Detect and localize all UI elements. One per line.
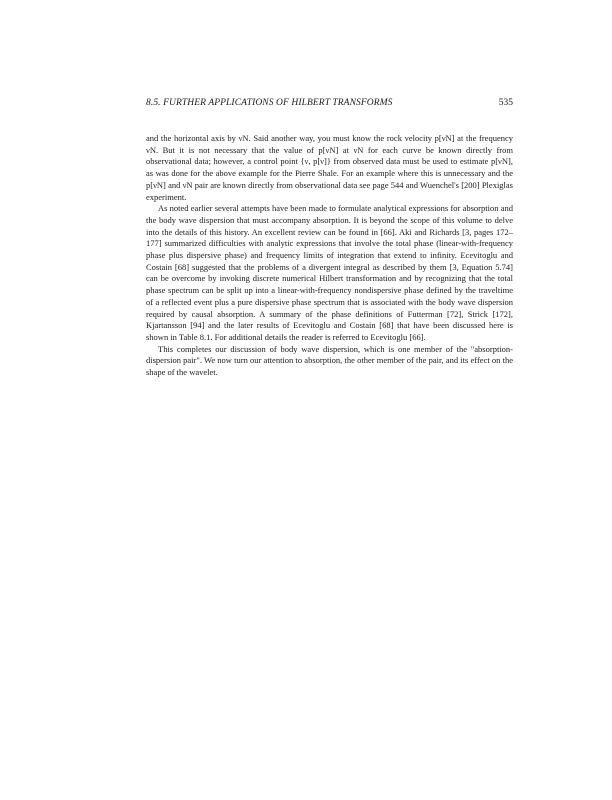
paragraph-3: This completes our discussion of body wave dispersion, which is one member of the "absorption-dispersion pair". We now turn our attention to absorption, the other member of the pair, and its effect on the shape of the wavelet.	[146, 343, 513, 378]
running-header	[146, 98, 513, 116]
page-number: 535	[498, 98, 513, 108]
body-text	[146, 133, 513, 379]
paragraph-2: As noted earlier several attempts have been made to formulate analytical expressions for absorption and the body wave dispersion that must accompany absorption. It is beyond the scope of this volume to delve into the details of this history. An excellent review can be found in [66]. Aki and Richards [3, pages 172–177] summarized difficulties with analytic expressions that involve the total phase (linear-with-frequency phase plus dispersive phase) and frequency limits of integration that extend to infinity. Ecevitoglu and Costain [68] suggested that the problems of a divergent integral as described by them [3, Equation 5.74] can be overcome by invoking discrete numerical Hilbert transformation and by recognizing that the total phase spectrum can be split up into a linear-with-frequency nondispersive phase defined by the traveltime of a reflected event plus a pure dispersive phase spectrum that is associated with the body wave dispersion required by causal absorption. A summary of the phase definitions of Futterman [72], Strick [172], Kjartansson [94] and the later results of Ecevitoglu and Costain [68] that have been discussed here is shown in Table 8.1. For additional details the reader is referred to Ecevitoglu [66].	[146, 203, 513, 342]
book-page	[146, 98, 513, 379]
paragraph-1: and the horizontal axis by νN. Said another way, you must know the rock velocity p[νN] at the frequency νN. But it is not necessary that the value of p[νN] at νN for each curve be known directly from observational data; however, a control point {ν, p[ν]} from observed data must be used to estimate p[νN], as was done for the above example for the Pierre Shale. For an example where this is unnecessary and the p[νN] and νN pair are known directly from observational data see page 544 and Wuenchel's [200] Plexiglas experiment.	[146, 133, 513, 202]
running-title: 8.5. FURTHER APPLICATIONS OF HILBERT TRANSFORMS	[146, 98, 393, 108]
